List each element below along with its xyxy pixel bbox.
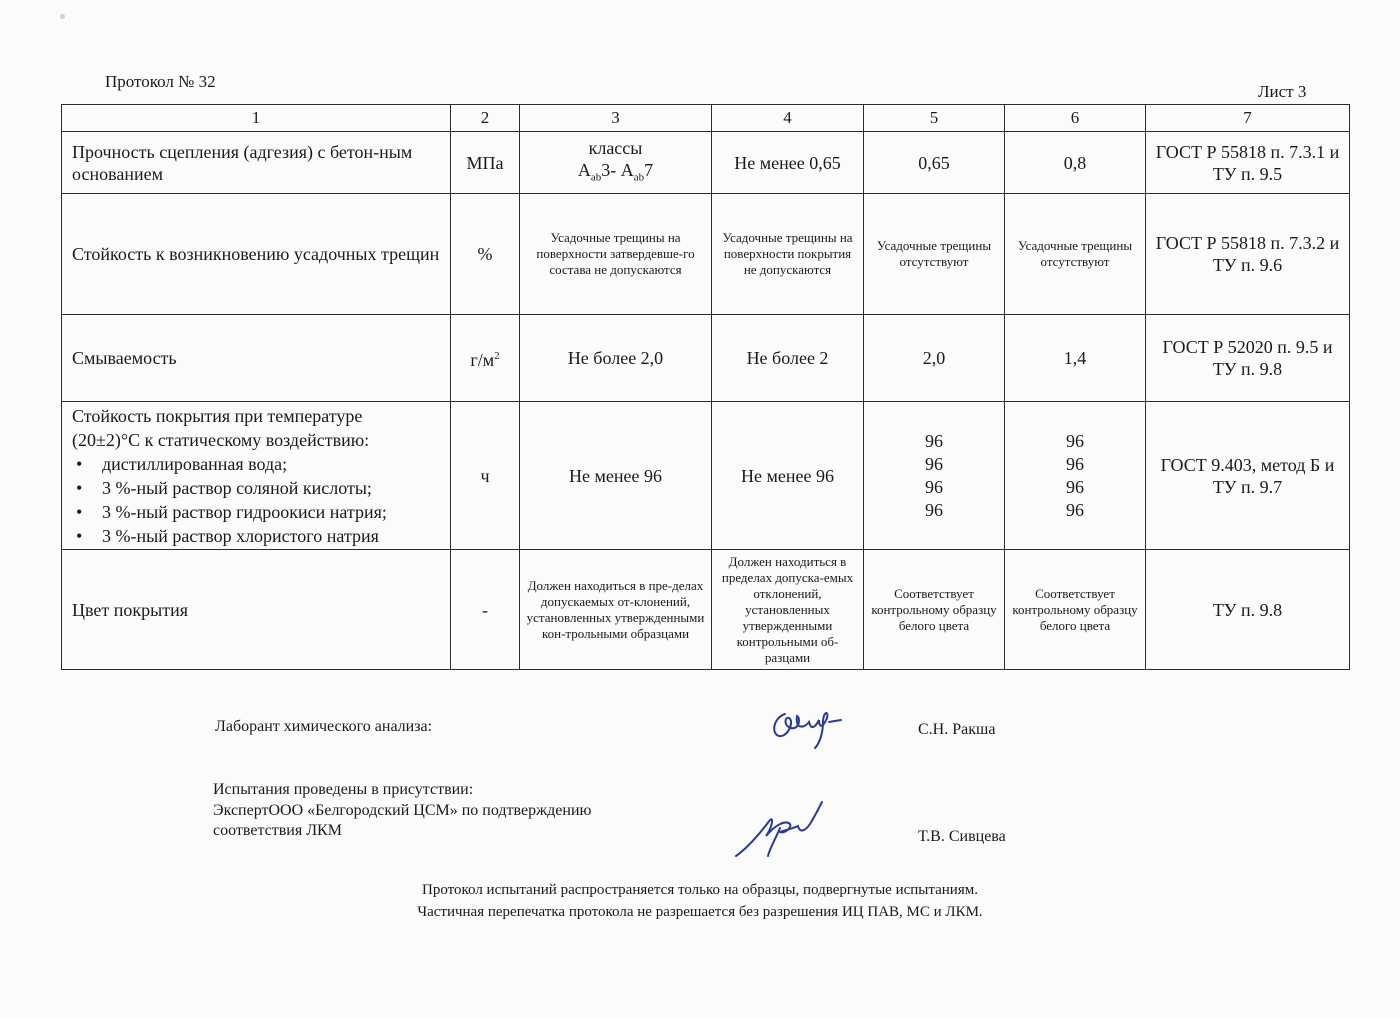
test-method: ТУ п. 9.8 [1146,550,1350,670]
column-number: 2 [451,105,520,132]
lab-name: С.Н. Ракша [918,721,996,738]
property-name-line: Стойкость покрытия при температуре [72,405,363,426]
requirement-spec: Должен находиться в пре-делах допускаемых от-клонений, установленных утвержденными кон-трольными образцами [520,550,712,670]
result-value: 96 [925,499,943,520]
protocol-number: Протокол № 32 [105,72,216,91]
result-1 [864,402,1005,550]
list-item: • 3 %-ный раствор соляной кислоты; [72,476,444,500]
test-method: ГОСТ 9.403, метод Б и ТУ п. 9.7 [1146,402,1350,550]
expert-signature [730,798,830,863]
requirement-spec: Усадочные трещины на поверхности затвердевше-го состава не допускаются [520,194,712,315]
requirement-classes: $А_{ab}3-$ $А_{ab}7$ [577,159,654,184]
property-name: Цвет покрытия [62,550,451,670]
property-name: Прочность сцепления (адгезия) с бетон-ным основанием [62,132,451,194]
table-row [62,550,1350,670]
test-method: ГОСТ Р 55818 п. 7.3.1 и ТУ п. 9.5 [1146,132,1350,194]
lab-signature [765,700,855,755]
result-1: 2,0 [864,315,1005,402]
result-value: 96 [1066,430,1084,451]
presence-line: Испытания проведены в присутствии: [213,781,474,798]
expert-name: Т.В. Сивцева [918,828,1006,845]
results-table [61,104,1350,670]
test-method: ГОСТ Р 55818 п. 7.3.2 и ТУ п. 9.6 [1146,194,1350,315]
column-number: 1 [62,105,451,132]
property-name: Стойкость к возникновению усадочных трещин [62,194,451,315]
column-number: 6 [1005,105,1146,132]
result-value: 96 [1066,476,1084,497]
presence-line: соответствия ЛКМ [213,822,342,839]
result-2 [1005,402,1146,550]
result-value: 96 [1066,453,1084,474]
requirement-tu: Должен находиться в пределах допуска-емых отклонений, установленных утвержденными контрольными об-разцами [712,550,864,670]
requirement-tu: Не менее 0,65 [712,132,864,194]
lab-label: Лаборант химического анализа: [215,718,433,735]
scan-mark [60,14,65,19]
bullet-list [72,452,444,548]
list-item: • 3 %-ный раствор хлористого натрия [72,524,444,548]
result-value: 96 [925,476,943,497]
result-value: 96 [925,453,943,474]
property-name: Смываемость [62,315,451,402]
result-2: 1,4 [1005,315,1146,402]
result-2: Соответствует контрольному образцу белого цвета [1005,550,1146,670]
unit: МПа [451,132,520,194]
result-value: 96 [1066,499,1084,520]
table-row [62,194,1350,315]
table-row [62,315,1350,402]
requirement-tu: Не менее 96 [712,402,864,550]
requirement-line: классы [588,137,643,158]
column-number: 4 [712,105,864,132]
result-1: Соответствует контрольному образцу белого цвета [864,550,1005,670]
test-method: ГОСТ Р 52020 п. 9.5 и ТУ п. 9.8 [1146,315,1350,402]
requirement-spec: Не менее 96 [520,402,712,550]
result-2: 0,8 [1005,132,1146,194]
list-item: • дистиллированная вода; [72,452,444,476]
unit: ч [451,402,520,550]
column-number: 7 [1146,105,1350,132]
requirement-spec: Не более 2,0 [520,315,712,402]
unit: - [451,550,520,670]
footer-note: Протокол испытаний распространяется только на образцы, подвергнутые испытаниям. [422,882,978,898]
column-number-row [62,105,1350,132]
property-name [62,402,451,550]
requirement-tu: Усадочные трещины на поверхности покрытия не допускаются [712,194,864,315]
column-number: 5 [864,105,1005,132]
result-1: 0,65 [864,132,1005,194]
result-1: Усадочные трещины отсутствуют [864,194,1005,315]
requirement-tu: Не более 2 [712,315,864,402]
unit: % [451,194,520,315]
result-2: Усадочные трещины отсутствуют [1005,194,1146,315]
requirement-spec [520,132,712,194]
footer-note: Частичная перепечатка протокола не разрешается без разрешения ИЦ ПАВ, МС и ЛКМ. [417,904,983,920]
sheet-number: Лист 3 [1258,82,1307,101]
table-row [62,402,1350,550]
unit: $г/м^2$ [451,315,520,402]
presence-line: ЭкспертООО «Белгородский ЦСМ» по подтверждению [213,802,592,819]
property-name-line: (20±2)°С к статическому воздействию: [72,429,370,450]
list-item: • 3 %-ный раствор гидроокиси натрия; [72,500,444,524]
result-value: 96 [925,430,943,451]
table-row [62,132,1350,194]
column-number: 3 [520,105,712,132]
